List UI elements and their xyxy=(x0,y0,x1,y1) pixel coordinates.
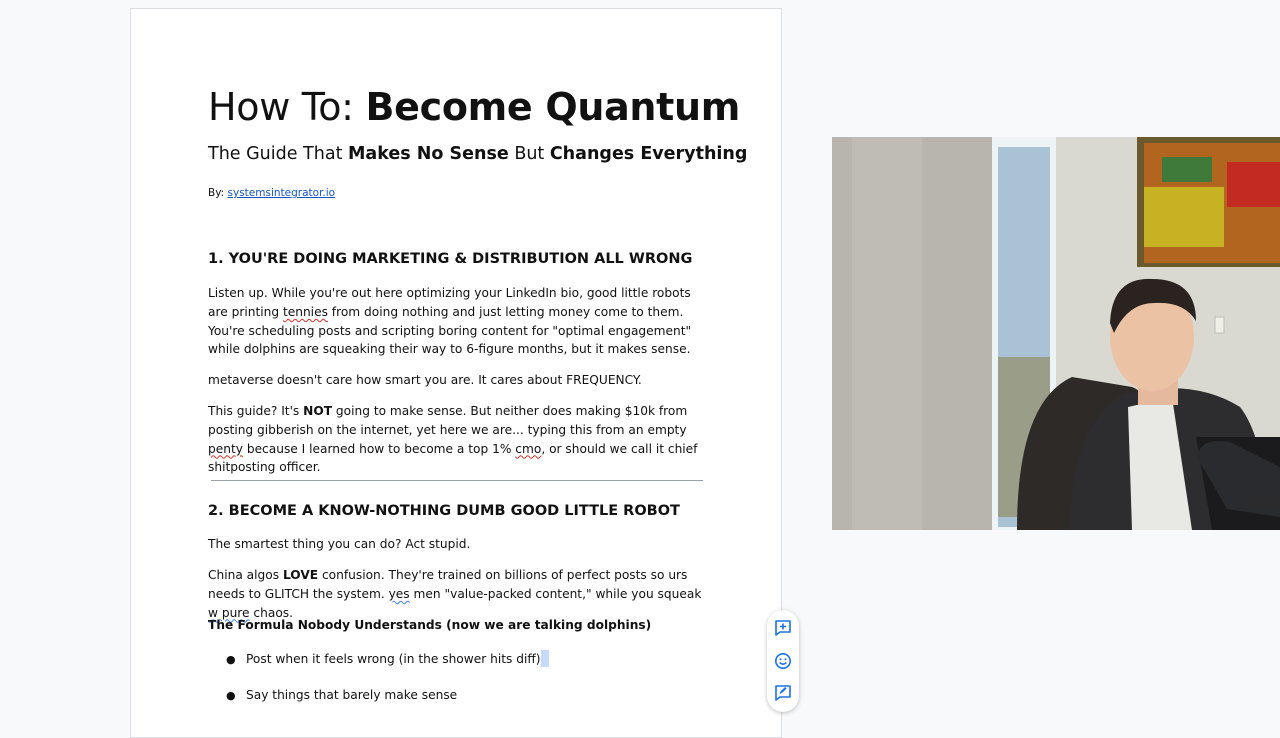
formula-heading: The Formula Nobody Understands (now we are talking dolphins) xyxy=(208,618,652,632)
section-heading-1: 1. YOU'RE DOING MARKETING & DISTRIBUTION ALL WRONG xyxy=(208,251,693,267)
emoji-reaction-icon[interactable] xyxy=(774,652,792,670)
document-subtitle: The Guide That Makes No Sense But Changes Everything xyxy=(208,144,748,164)
section-1-paragraph-1: Listen up. While you're out here optimizing your LinkedIn bio, good little robots are printing tennies from doing nothing and just letting money come to them. You're scheduling posts and scripting boring content for "optimal engagement" while dolphins are squeaking their way to 6-figure months, but it makes sense. xyxy=(208,286,692,357)
webcam-overlay xyxy=(832,137,1280,530)
byline: By: systemsintegrator.io xyxy=(208,187,336,199)
suggest-edit-icon[interactable] xyxy=(774,684,792,702)
section-1-paragraph-2: metaverse doesn't care how smart you are. It cares about FREQUENCY. xyxy=(208,373,642,387)
text-selection xyxy=(541,650,549,667)
add-comment-icon[interactable] xyxy=(774,619,792,637)
section-heading-2: 2. BECOME A KNOW-NOTHING DUMB GOOD LITTLE ROBOT xyxy=(208,503,680,519)
section-2-paragraph-2: China algos LOVE confusion. They're trained on billions of perfect posts so urs needs to GLITCH the system. yes men "value-packed content," while you squeak w pure chaos. xyxy=(208,568,702,620)
bullet-icon: ● xyxy=(226,689,236,702)
floating-side-toolbar xyxy=(767,610,799,712)
horizontal-divider xyxy=(211,480,703,481)
presenter-video xyxy=(832,137,1280,530)
list-item: ● Post when it feels wrong (in the shower hits diff) xyxy=(226,650,549,667)
list-item: ● Say things that barely make sense xyxy=(226,688,458,702)
document-title: How To: Become Quantum xyxy=(208,85,741,129)
bullet-icon: ● xyxy=(226,653,236,666)
byline-link[interactable]: systemsintegrator.io xyxy=(227,187,336,199)
section-1-paragraph-3: This guide? It's NOT going to make sense. But neither does making $10k from posting gibberish on the internet, yet here we are... typing this from an empty penty because I learned how to become a top 1% cmo, or should we call it chief shitposting officer. xyxy=(208,404,698,475)
document-page[interactable] xyxy=(130,8,782,738)
section-2-paragraph-1: The smartest thing you can do? Act stupid. xyxy=(208,537,471,551)
